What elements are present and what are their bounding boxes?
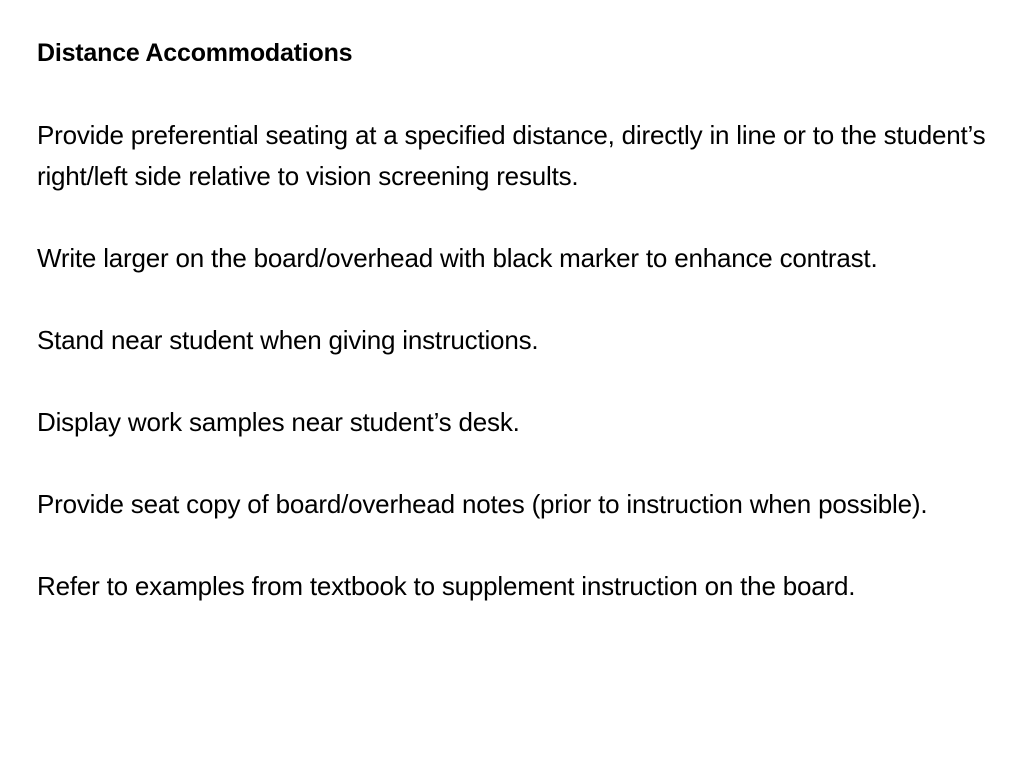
accommodation-item-write-larger: Write larger on the board/overhead with black marker to enhance contrast. [37, 243, 878, 273]
slide-content [37, 33, 997, 607]
accommodation-item-stand-near: Stand near student when giving instructions. [37, 325, 539, 355]
slide-heading: Distance Accommodations [37, 39, 353, 67]
accommodation-item-seating: Provide preferential seating at a specified distance, directly in line or to the student’s right/left side relative to vision screening results. [37, 120, 986, 191]
accommodation-item-work-samples: Display work samples near student’s desk. [37, 407, 520, 437]
accommodation-item-seat-copy: Provide seat copy of board/overhead notes (prior to instruction when possible). [37, 489, 928, 519]
accommodation-item-textbook-examples: Refer to examples from textbook to supplement instruction on the board. [37, 571, 856, 601]
